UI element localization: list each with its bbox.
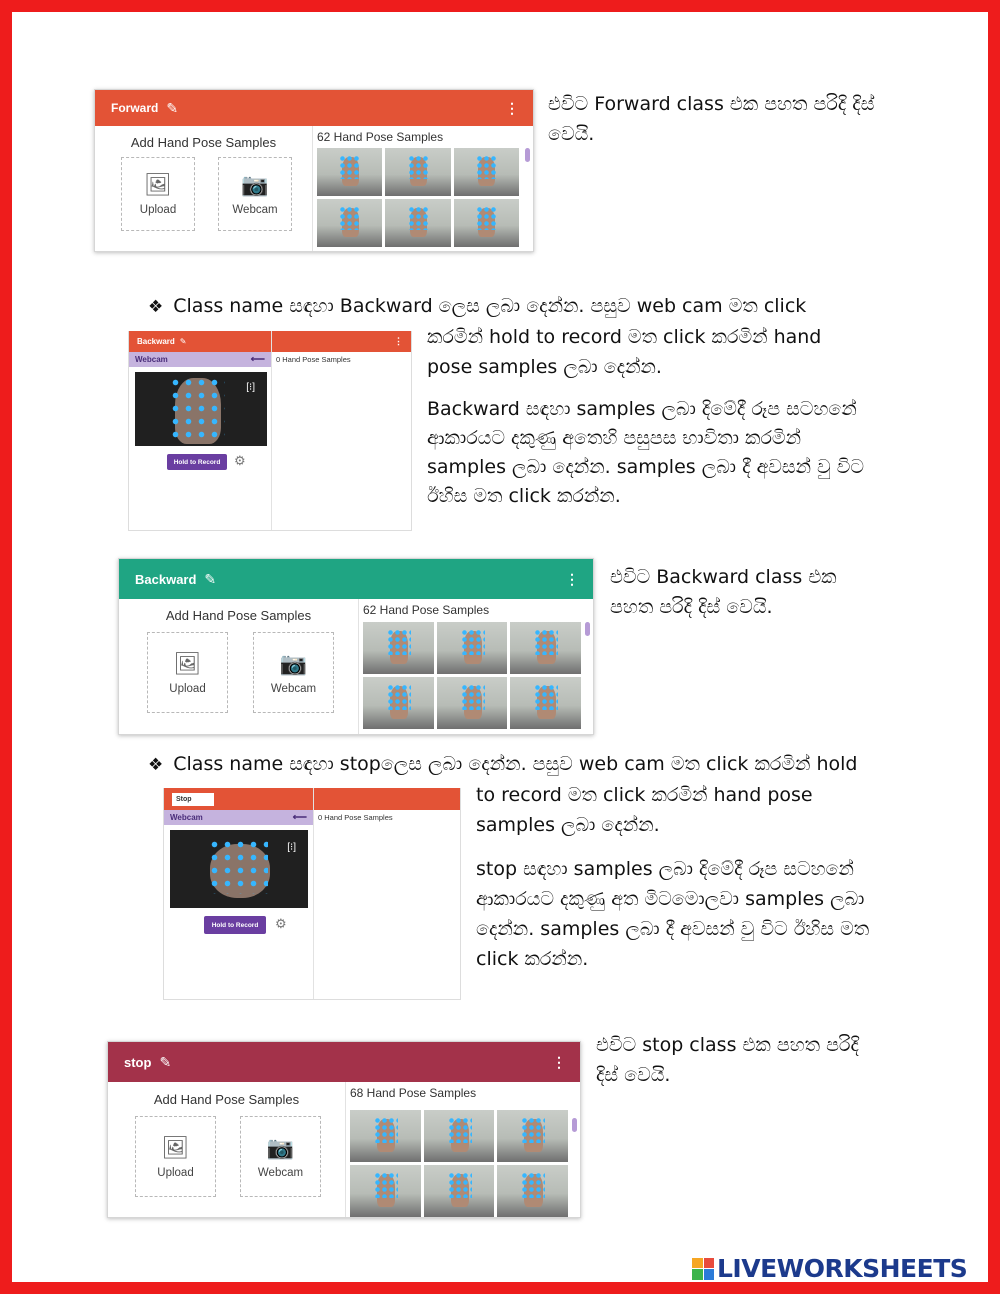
sample-thumbnail[interactable]	[510, 622, 581, 674]
scrollbar[interactable]	[525, 148, 530, 162]
webcam-bar	[129, 352, 271, 367]
upload-label: Upload	[139, 204, 177, 216]
samples-panel	[311, 126, 533, 251]
bullet-text: Class name සඳහා Backward ලෙස ලබා දෙන්න. පසුව web cam මත click	[173, 295, 807, 317]
sample-thumbnail[interactable]	[363, 622, 434, 674]
webcam-label: Webcam	[270, 682, 317, 695]
backward-webcam-card	[128, 331, 412, 531]
samples-count: 62 Hand Pose Samples	[363, 603, 490, 617]
samples-grid	[363, 622, 581, 729]
bullet-text: Class name සඳහා stopලෙස ලබා දෙන්න. පසුව web cam මත click කරමින් hold	[173, 753, 858, 775]
panel-divider	[271, 331, 272, 530]
class-title[interactable]: Backward	[137, 337, 175, 346]
add-samples-panel	[95, 126, 313, 251]
back-arrow-icon[interactable]: ⟵	[250, 354, 265, 365]
hold-to-record-button[interactable]: Hold to Record	[167, 454, 227, 470]
scrollbar[interactable]	[572, 1118, 577, 1132]
more-options-icon[interactable]: ⋮	[394, 336, 403, 346]
add-samples-label: Add Hand Pose Samples	[153, 1092, 300, 1107]
backward-webcam-header	[129, 331, 411, 352]
forward-card-header	[95, 90, 533, 126]
webcam-label: Webcam	[170, 813, 203, 822]
samples-panel	[357, 599, 593, 734]
more-options-icon[interactable]: ⋮	[552, 1053, 566, 1070]
stop-bullet	[148, 749, 908, 780]
sample-thumbnail[interactable]	[350, 1110, 421, 1162]
hold-to-record-button[interactable]: Hold to Record	[204, 916, 266, 934]
logo-text: LIVEWORKSHEETS	[717, 1254, 968, 1283]
pencil-icon[interactable]: ✎	[179, 337, 187, 346]
camera-icon: 📷	[279, 650, 308, 676]
more-options-icon[interactable]: ⋮	[505, 99, 519, 116]
pencil-icon[interactable]: ✎	[159, 1053, 172, 1070]
webcam-button[interactable]	[253, 632, 334, 713]
sample-thumbnail[interactable]	[437, 622, 508, 674]
sample-thumbnail[interactable]	[317, 148, 382, 196]
sample-thumbnail[interactable]	[454, 199, 519, 247]
samples-count: 0 Hand Pose Samples	[318, 813, 393, 822]
samples-panel	[344, 1082, 580, 1217]
pencil-icon[interactable]: ✎	[204, 570, 217, 587]
sample-thumbnail[interactable]	[385, 199, 450, 247]
backward-continuation: කරමින් hold to record මත click කරමින් hand pose samples ලබා දෙන්න.	[427, 326, 822, 378]
upload-button[interactable]	[135, 1116, 216, 1197]
sample-thumbnail[interactable]	[350, 1165, 421, 1217]
pencil-icon[interactable]: ✎	[166, 99, 179, 116]
class-title[interactable]: Backward	[135, 571, 197, 587]
webcam-button[interactable]	[218, 157, 292, 231]
back-arrow-icon[interactable]: ⟵	[292, 812, 307, 823]
backward-paragraph: Backward සඳහා samples ලබා දිමේදී රූප සටහනේ ආකාරයට දකුණු අතෙහි පසුපස භාවිතා කරමින් samples ලබා දෙන්න. samples ලබා දී අවසන් වු විට ඊහිස මත click කරන්න.	[427, 398, 865, 507]
webcam-preview	[170, 830, 308, 908]
stop-card-header	[108, 1042, 580, 1082]
sample-thumbnail[interactable]	[510, 677, 581, 729]
sample-thumbnail[interactable]	[385, 148, 450, 196]
more-options-icon[interactable]: ⋮	[565, 570, 579, 587]
stop-class-card	[107, 1041, 581, 1218]
camera-icon: 📷	[241, 172, 269, 197]
gear-icon[interactable]: ⚙	[234, 453, 246, 468]
class-name-input[interactable]: Stop	[172, 793, 214, 806]
sample-thumbnail[interactable]	[497, 1165, 568, 1217]
stop-webcam-header	[164, 788, 460, 810]
bullet-diamond-icon: ❖	[148, 755, 164, 775]
stop-webcam-card	[163, 788, 461, 1000]
sample-thumbnail[interactable]	[317, 199, 382, 247]
add-samples-label: Add Hand Pose Samples	[165, 608, 312, 623]
stop-note: එවිට stop class එක පහත පරිදි දිස් වෙයි.	[596, 1034, 859, 1086]
webcam-preview	[135, 372, 267, 446]
samples-count: 68 Hand Pose Samples	[350, 1086, 477, 1100]
sample-thumbnail[interactable]	[424, 1110, 495, 1162]
stop-continuation: to record මත click කරමින් hand pose samples ලබා දෙන්න.	[476, 784, 813, 836]
webcam-label: Webcam	[232, 204, 278, 216]
samples-grid	[350, 1110, 568, 1217]
webcam-bar	[164, 810, 313, 825]
image-upload-icon: 🖼	[173, 650, 202, 676]
liveworksheets-logo	[692, 1254, 967, 1283]
add-samples-label: Add Hand Pose Samples	[130, 135, 277, 150]
scrollbar[interactable]	[585, 622, 590, 636]
sample-thumbnail[interactable]	[497, 1110, 568, 1162]
sample-thumbnail[interactable]	[424, 1165, 495, 1217]
logo-blocks-icon	[692, 1258, 714, 1280]
webcam-button[interactable]	[240, 1116, 321, 1197]
panel-divider	[313, 788, 314, 999]
sample-thumbnail[interactable]	[454, 148, 519, 196]
class-title[interactable]: stop	[124, 1054, 152, 1070]
upload-label: Upload	[157, 1166, 194, 1179]
forward-note: එවිට Forward class එක පහත පරිදි දිස් වෙයි.	[548, 93, 875, 145]
stop-paragraph: stop සඳහා samples ලබා දිමේදී රූප සටහනේ ආකාරයට දකුණු අත මිටමොලවා samples ලබා දෙන්න. samples ලබා දී අවසන් වු විට ඊහිස මත click කරන්න.	[476, 858, 870, 970]
backward-bullet	[148, 291, 868, 322]
samples-count: 62 Hand Pose Samples	[317, 130, 444, 144]
samples-count: 0 Hand Pose Samples	[276, 355, 351, 364]
webcam-label: Webcam	[257, 1166, 304, 1179]
forward-class-card	[94, 89, 534, 252]
upload-button[interactable]	[121, 157, 195, 231]
samples-grid	[317, 148, 519, 247]
backward-card-header	[119, 559, 593, 599]
flip-camera-icon[interactable]: [⁝]	[246, 382, 255, 393]
add-samples-panel	[108, 1082, 346, 1217]
camera-icon: 📷	[266, 1134, 295, 1160]
add-samples-panel	[119, 599, 359, 734]
upload-label: Upload	[169, 682, 206, 695]
image-upload-icon: 🖼	[144, 172, 172, 197]
class-title[interactable]: Forward	[111, 101, 159, 115]
gear-icon[interactable]: ⚙	[275, 916, 287, 931]
sample-thumbnail[interactable]	[437, 677, 508, 729]
webcam-label: Webcam	[135, 355, 168, 364]
backward-class-card	[118, 558, 594, 735]
bullet-diamond-icon: ❖	[148, 297, 164, 317]
upload-button[interactable]	[147, 632, 228, 713]
backward-note: එවිට Backward class එක පහත පරිදි දිස් වෙයි.	[610, 566, 837, 618]
sample-thumbnail[interactable]	[363, 677, 434, 729]
image-upload-icon: 🖼	[161, 1134, 190, 1160]
flip-camera-icon[interactable]: [⁝]	[287, 842, 296, 853]
